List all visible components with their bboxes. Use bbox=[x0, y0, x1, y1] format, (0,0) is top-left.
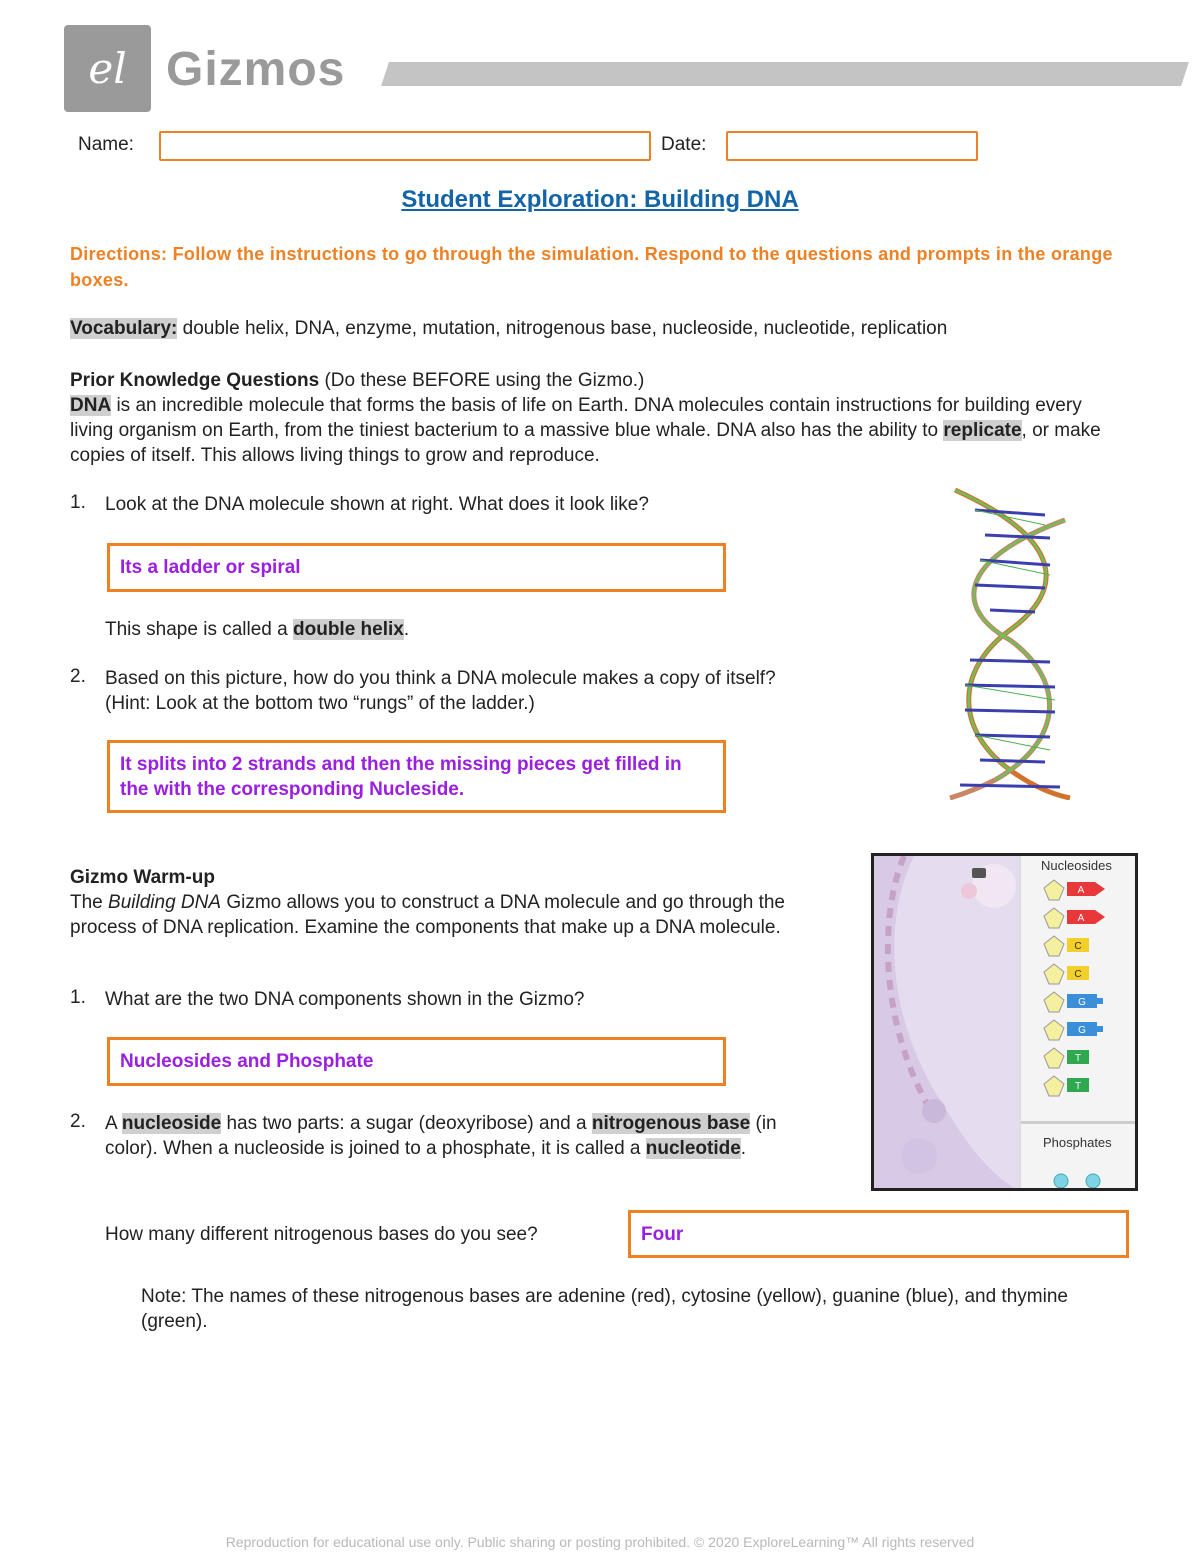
question-number: 2. bbox=[70, 666, 86, 687]
gizmos-logo-icon bbox=[64, 25, 151, 112]
answer-text: Four bbox=[641, 1224, 684, 1245]
phosphate-list bbox=[1051, 1172, 1111, 1190]
bases-question: How many different nitrogenous bases do you see? bbox=[105, 1224, 538, 1245]
name-field[interactable] bbox=[159, 131, 651, 161]
q2-text-4: . bbox=[740, 1138, 747, 1159]
warmup-intro-pre: The bbox=[70, 892, 103, 913]
gizmo-toolbox bbox=[1019, 856, 1138, 1191]
phosphate-2[interactable] bbox=[1086, 1174, 1100, 1188]
nucleoside-list bbox=[1039, 878, 1138, 1108]
followup-1 bbox=[105, 617, 805, 642]
intro-text-1: is an incredible molecule that forms the basis of life on Earth. DNA molecules contain instructions for building every living organism on Earth, from the tiniest bacterium to a massive blue whale. DNA also has the ability to bbox=[70, 395, 1082, 441]
prior-knowledge-heading: Prior Knowledge Questions bbox=[70, 370, 320, 391]
logo-mark: el bbox=[88, 44, 127, 93]
answer-text: It splits into 2 strands and then the missing pieces get filled in the with the corresponding Nucleside. bbox=[120, 754, 682, 800]
nucleoside-a-2[interactable] bbox=[1044, 908, 1105, 928]
nucleoside-t-1[interactable] bbox=[1044, 1048, 1089, 1068]
term-dna: DNA bbox=[70, 395, 112, 416]
answer-text: Nucleosides and Phosphate bbox=[120, 1051, 374, 1072]
date-label: Date: bbox=[661, 134, 707, 155]
term-nucleotide: nucleotide bbox=[645, 1138, 741, 1159]
answer-box-pk-1[interactable] bbox=[107, 543, 726, 592]
base-letter: G bbox=[1078, 997, 1086, 1008]
phosphate-1[interactable] bbox=[1054, 1174, 1068, 1188]
warmup-section bbox=[70, 865, 840, 940]
nucleoside-a-1[interactable] bbox=[1044, 880, 1105, 900]
vocabulary-label: Vocabulary: bbox=[70, 318, 178, 339]
answer-box-pk-2[interactable] bbox=[107, 740, 726, 813]
vocabulary bbox=[70, 316, 1130, 341]
answer-text: Its a ladder or spiral bbox=[120, 557, 301, 578]
followup-text: This shape is called a bbox=[105, 619, 288, 640]
followup-period: . bbox=[403, 619, 410, 640]
warmup-heading: Gizmo Warm-up bbox=[70, 867, 215, 888]
base-letter: C bbox=[1074, 941, 1082, 952]
answer-box-bases[interactable] bbox=[628, 1210, 1129, 1258]
nucleoside-g-2[interactable] bbox=[1044, 1020, 1103, 1040]
prior-knowledge-note: (Do these BEFORE using the Gizmo.) bbox=[324, 370, 645, 391]
gizmo-screenshot bbox=[871, 853, 1138, 1191]
base-letter: A bbox=[1077, 885, 1085, 896]
nucleoside-t-2[interactable] bbox=[1044, 1076, 1089, 1096]
prior-knowledge-heading-line bbox=[70, 368, 1130, 393]
cell-background bbox=[874, 856, 1019, 1191]
intro-text-2: , or make copies of itself. This allows living things to grow and reproduce. bbox=[70, 420, 1101, 466]
nucleosides-label: Nucleosides bbox=[1041, 858, 1112, 873]
warmup-question-2-text bbox=[105, 1111, 815, 1161]
directions: Directions: Follow the instructions to go through the simulation. Respond to the questions and prompts in the orange boxes. bbox=[70, 244, 1113, 290]
cell-illustration bbox=[874, 856, 1019, 1191]
term-nitrogenous-base: nitrogenous base bbox=[591, 1113, 751, 1134]
question-number: 1. bbox=[70, 492, 86, 513]
nucleoside-c-2[interactable] bbox=[1044, 964, 1089, 984]
toolbox-divider bbox=[1021, 1121, 1138, 1124]
footer-copyright: Reproduction for educational use only. Public sharing or posting prohibited. © 2020 ExploreLearning™ All rights reserved bbox=[225, 1534, 975, 1550]
q2-text-1: A bbox=[105, 1113, 117, 1134]
warmup-intro-post: Gizmo allows you to construct a DNA molecule and go through the process of DNA replication. Examine the components that make up a DNA molecule. bbox=[70, 892, 785, 938]
name-label: Name: bbox=[78, 134, 134, 155]
base-letter: T bbox=[1074, 1081, 1082, 1092]
phosphates-label: Phosphates bbox=[1043, 1135, 1112, 1150]
prior-knowledge-intro bbox=[70, 393, 1120, 468]
question-number: 1. bbox=[70, 987, 86, 1008]
question-number: 2. bbox=[70, 1111, 86, 1132]
warmup-intro bbox=[70, 890, 840, 940]
question-text: Based on this picture, how do you think a DNA molecule makes a copy of itself? bbox=[105, 668, 776, 689]
base-letter: C bbox=[1074, 969, 1082, 980]
base-letter: G bbox=[1078, 1025, 1086, 1036]
base-letter: A bbox=[1077, 913, 1085, 924]
page-title: Student Exploration: Building DNA bbox=[401, 186, 799, 213]
question-text: Look at the DNA molecule shown at right. What does it look like? bbox=[105, 494, 649, 515]
base-letter: T bbox=[1074, 1053, 1082, 1064]
term-replicate: replicate bbox=[943, 420, 1022, 441]
term-double-helix: double helix bbox=[293, 619, 404, 640]
brand-name: Gizmos bbox=[166, 43, 346, 96]
nucleoside-g-1[interactable] bbox=[1044, 992, 1103, 1012]
q2-text-2: has two parts: a sugar (deoxyribose) and a bbox=[226, 1113, 587, 1134]
vocabulary-terms: double helix, DNA, enzyme, mutation, nitrogenous base, nucleoside, nucleotide, replication bbox=[182, 318, 948, 339]
answer-box-warmup-1[interactable] bbox=[107, 1037, 726, 1086]
q2-text-3: (in color). When a nucleoside is joined to a phosphate, it is called a bbox=[105, 1113, 777, 1159]
term-nucleoside: nucleoside bbox=[121, 1113, 222, 1134]
dna-double-helix-image bbox=[935, 480, 1085, 800]
question-hint: (Hint: Look at the bottom two “rungs” of the ladder.) bbox=[105, 693, 535, 714]
date-field[interactable] bbox=[726, 131, 978, 161]
warmup-intro-italic: Building DNA bbox=[108, 892, 222, 913]
header-decorative-bar bbox=[381, 62, 1189, 86]
bases-note: Note: The names of these nitrogenous bases are adenine (red), cytosine (yellow), guanine (blue), and thymine (green). bbox=[141, 1286, 1068, 1332]
nucleoside-c-1[interactable] bbox=[1044, 936, 1089, 956]
question-text: What are the two DNA components shown in the Gizmo? bbox=[105, 989, 585, 1010]
